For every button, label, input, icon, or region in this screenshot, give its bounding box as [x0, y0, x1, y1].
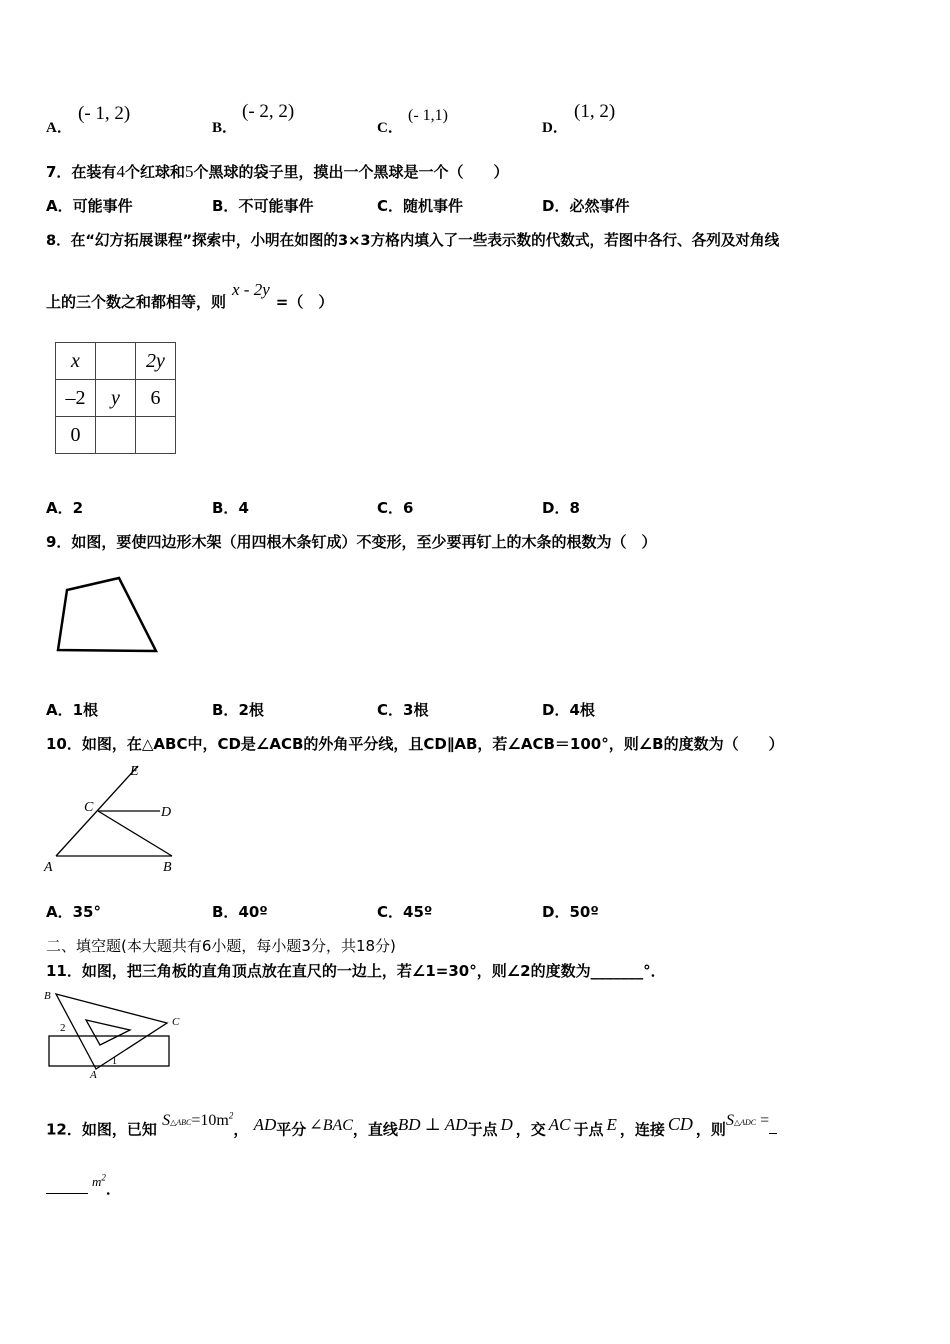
grid-cell: 6 [136, 380, 176, 417]
q7-black-count: 5 [184, 162, 194, 181]
q7-option-b [212, 195, 313, 216]
q11-stem: 11．如图，把三角板的直角顶点放在直尺的一边上，若∠1=30°，则∠2的度数为_______°． [46, 962, 666, 980]
q9-option-c [377, 699, 428, 720]
q10-option-d [542, 901, 599, 922]
area-subscript: △ADC [733, 1118, 757, 1128]
q9-option-b-text: 2根 [238, 701, 264, 719]
q6-option-b-label: B． [212, 120, 238, 136]
q8-stem-line1: 8．在“幻方拓展课程”探索中，小明在如图的3×3方格内填入了一些表示数的代数式，若图中各行、各列及对角线 [46, 232, 780, 249]
q7-option-b-label: B． [212, 197, 239, 215]
q12-text: ， [233, 1120, 249, 1139]
q9-option-c-text: 3根 [403, 701, 429, 719]
point-c-label: C [172, 1016, 180, 1028]
q10-option-b-label: B． [212, 903, 239, 921]
q10-option-c-label: C． [377, 903, 404, 921]
q8-option-a [46, 497, 83, 518]
area-equals: = [756, 1112, 770, 1130]
unit-exponent: 2 [101, 1172, 106, 1183]
q8-option-a-label: A． [46, 499, 73, 517]
q10-option-a [46, 901, 101, 922]
q8-option-c-text: 6 [403, 499, 414, 517]
grid-cell [136, 417, 176, 454]
q8-option-d-label: D． [542, 499, 570, 517]
q8-option-b [212, 497, 249, 518]
q7-option-a-text: 可能事件 [72, 197, 133, 215]
point-d: D [500, 1115, 513, 1135]
segment-ac: AC [548, 1115, 571, 1135]
perpendicular-statement: BD ⊥ AD [397, 1115, 468, 1135]
q8-option-a-text: 2 [72, 499, 84, 517]
q7-option-d-label: D． [542, 197, 570, 215]
grid-row [56, 380, 176, 417]
unit-expression [92, 1174, 106, 1189]
q7-stem-b: 个红球和 [124, 163, 185, 181]
q9-option-a-text: 1根 [72, 701, 99, 719]
q7-option-d-text: 必然事件 [569, 197, 630, 215]
triangle-inner [86, 1020, 130, 1045]
area-subscript: △ABC [170, 1118, 192, 1128]
q7-stem-a: 7．在装有 [46, 163, 117, 181]
section-heading: 二、填空题(本大题共有6小题，每小题3分，共18分) [46, 937, 396, 955]
answer-blank [769, 1133, 777, 1134]
q6-option-d-value: (1, 2) [574, 101, 616, 122]
q9-stem: 9．如图，要使四边形木架（用四根木条钉成）不变形，至少要再钉上的木条的根数为（ ） [46, 533, 657, 551]
q7-option-a-label: A． [46, 197, 73, 215]
q10-option-d-label: D． [542, 903, 570, 921]
q12-text: ，直线 [352, 1120, 398, 1139]
area-value: =10m [191, 1112, 229, 1130]
q6-option-a-label: A． [46, 120, 72, 136]
q7-option-a [46, 195, 133, 216]
q10-option-b [212, 901, 268, 922]
quadrilateral-shape [58, 578, 156, 651]
grid-cell: x [56, 343, 96, 380]
point-a-label: A [90, 1069, 97, 1080]
q9-option-d [542, 699, 595, 720]
area-abc-expression [162, 1112, 233, 1129]
q8-option-c-label: C． [377, 499, 404, 517]
q7-stem-c: 个黑球的袋子里，摸出一个黑球是一个（ ） [193, 163, 509, 181]
answer-blank [46, 1193, 88, 1194]
q8-stem-line2-a: 上的三个数之和都相等，则 [46, 293, 227, 311]
grid-row [56, 417, 176, 454]
grid-cell: 0 [56, 417, 96, 454]
q10-option-a-label: A． [46, 903, 73, 921]
q12-text: ，交 [515, 1120, 546, 1139]
q10-option-b-text: 40º [238, 903, 268, 921]
q10-option-d-text: 50º [569, 903, 599, 921]
angle-1-label: 1 [112, 1056, 117, 1067]
grid-cell: 2y [136, 343, 176, 380]
q9-option-d-text: 4根 [569, 701, 595, 719]
q8-stem-line2 [46, 280, 334, 312]
angle-bac: ∠BAC [309, 1117, 353, 1135]
q7-stem [46, 161, 508, 182]
area-symbol: S [162, 1112, 171, 1130]
point-c-label: C [84, 800, 94, 815]
unit-symbol: m [92, 1174, 102, 1189]
q7-option-c [377, 195, 463, 216]
q8-option-c [377, 497, 413, 518]
q6-option-d-label: D． [542, 120, 568, 136]
q12-stem [46, 1108, 777, 1149]
q12-end-punctuation: ． [105, 1180, 121, 1198]
q10-option-c [377, 901, 432, 922]
q12-text: 平分 [276, 1120, 307, 1139]
q7-red-count: 4 [116, 162, 125, 181]
triangle-figure [40, 760, 190, 878]
grid-cell [96, 417, 136, 454]
q6-option-c-label: C． [377, 120, 403, 136]
q6-option-b-value: (- 2, 2) [242, 101, 295, 122]
q9-option-a-label: A． [46, 701, 73, 719]
q8-option-b-label: B． [212, 499, 239, 517]
q8-option-d-text: 8 [569, 499, 580, 517]
segment-ad: AD [253, 1115, 277, 1135]
q8-option-d [542, 497, 580, 518]
point-b-label: B [44, 990, 51, 1002]
q9-option-b [212, 699, 264, 720]
q12-text: 12．如图，已知 [46, 1120, 157, 1139]
q8-option-b-text: 4 [238, 499, 249, 517]
magic-square-grid [55, 342, 176, 454]
q7-option-c-label: C． [377, 197, 404, 215]
q9-option-c-label: C． [377, 701, 404, 719]
q8-stem-line2-b: =（ ） [275, 293, 334, 311]
q6-option-a-value: (- 1, 2) [78, 103, 131, 124]
q10-option-a-text: 35° [72, 903, 101, 921]
area-symbol: S [725, 1112, 734, 1130]
point-e: E [606, 1115, 617, 1135]
grid-cell [96, 343, 136, 380]
quadrilateral-figure [50, 570, 165, 660]
area-adc-expression [726, 1112, 769, 1129]
angle-2-label: 2 [60, 1022, 66, 1034]
point-b-label: B [163, 860, 172, 875]
q9-option-d-label: D． [542, 701, 570, 719]
grid-cell: y [96, 380, 136, 417]
point-a-label: A [44, 860, 53, 875]
area-exponent: 2 [228, 1111, 234, 1121]
q7-option-c-text: 随机事件 [403, 197, 464, 215]
grid-row [56, 343, 176, 380]
segment-cd: CD [667, 1114, 693, 1135]
q12-text: 于点 [573, 1120, 604, 1139]
point-d-label: D [161, 805, 172, 820]
q9-option-b-label: B． [212, 701, 239, 719]
q12-text: ，连接 [619, 1120, 665, 1139]
q9-option-a [46, 699, 98, 720]
q12-answer-line [46, 1172, 121, 1199]
q10-option-c-text: 45º [403, 903, 433, 921]
q12-text: ，则 [695, 1120, 726, 1139]
q7-option-d [542, 195, 629, 216]
grid-cell: –2 [56, 380, 96, 417]
ruler-triangle-figure [40, 985, 190, 1080]
q10-stem: 10．如图，在△ABC中，CD是∠ACB的外角平分线，且CD∥AB，若∠ACB＝100°，则∠B的度数为（ ） [46, 735, 784, 753]
q6-option-c-value: (- 1,1) [408, 107, 448, 124]
point-e-label: E [130, 764, 139, 779]
q8-expression: x - 2y [232, 280, 270, 299]
q7-option-b-text: 不可能事件 [238, 197, 314, 215]
q12-text: 于点 [467, 1120, 498, 1139]
